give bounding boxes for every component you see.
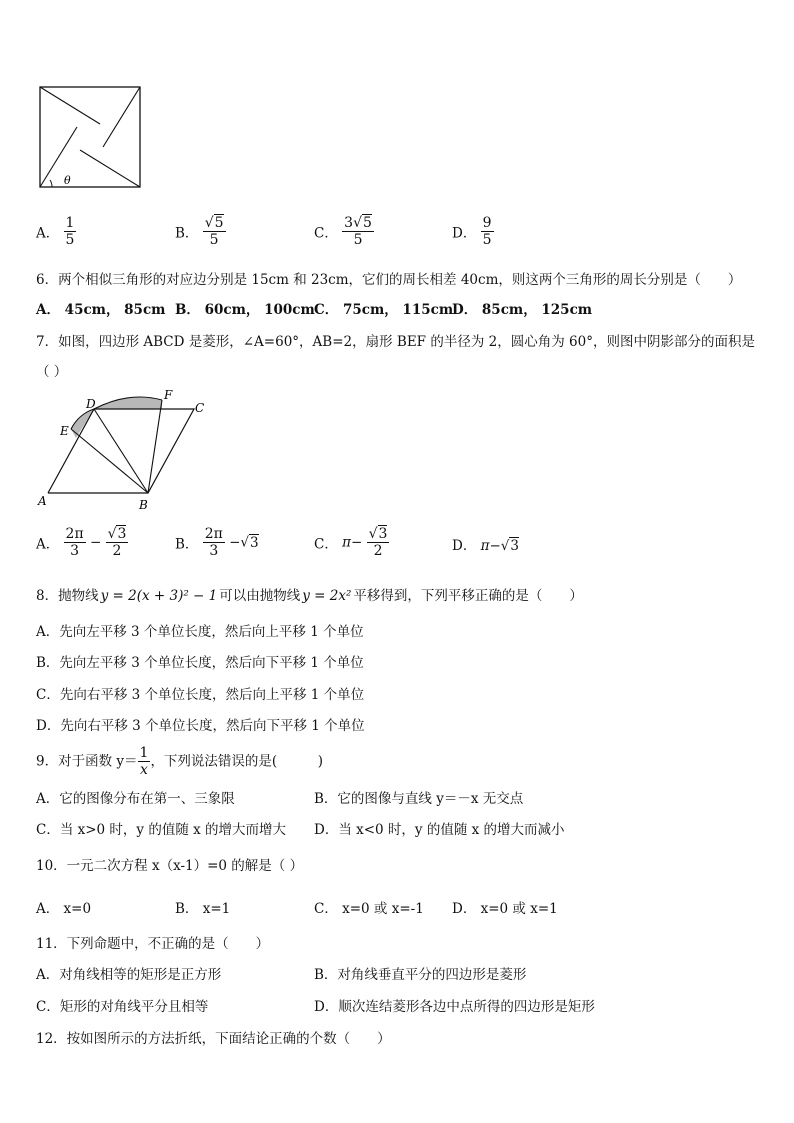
q8-option-a[interactable]: A．先向左平移 3 个单位长度，然后向上平移 1 个单位 (36, 624, 364, 640)
q6-option-d[interactable]: D． 85cm， 125cm (452, 302, 593, 318)
fraction (203, 526, 225, 559)
theta-label: θ (64, 174, 71, 187)
label-b: B (139, 498, 148, 512)
q9-option-d[interactable]: D．当 x<0 时，y 的值随 x 的增大而减小 (314, 822, 565, 838)
q10-option-c[interactable]: C． x=0 或 x=-1 (314, 901, 424, 917)
q10-option-b[interactable]: B． x=1 (175, 901, 231, 917)
fraction (64, 526, 86, 559)
q7-option-b[interactable]: B． $\frac{2\pi}{3}$ −√3 (175, 526, 259, 559)
q8-stem-post: 平移得到，下列平移正确的是（ ） (353, 588, 583, 604)
label-d: D (86, 397, 96, 411)
option-label: B． (175, 225, 199, 242)
q9-option-b[interactable]: B．它的图像与直线 y＝－x 无交点 (314, 791, 524, 807)
q9-option-a[interactable]: A．它的图像分布在第一、三象限 (36, 791, 235, 807)
q12-stem: 12．按如图所示的方法折纸，下面结论正确的个数（ ） (36, 1031, 391, 1047)
q6-option-c[interactable]: C． 75cm， 115cm (314, 302, 454, 318)
denominator: 3 (209, 543, 219, 559)
fraction (64, 215, 77, 248)
q5-option-b[interactable] (175, 215, 226, 248)
q6-option-a[interactable]: A． 45cm， 85cm (36, 302, 166, 318)
fraction (367, 526, 390, 559)
fraction (106, 526, 129, 559)
numerator: 2π (204, 526, 223, 542)
equation-1: y = 2(x + 3)² − 1 (100, 588, 218, 604)
option-label: C． (314, 225, 338, 242)
q8-option-d[interactable]: D．先向右平移 3 个单位长度，然后向下平移 1 个单位 (36, 718, 365, 734)
numerator: 1 (139, 745, 149, 761)
option-label: D． (452, 538, 477, 554)
fraction (342, 215, 374, 248)
option-label: B． (175, 536, 199, 553)
q7-option-c[interactable]: C． π− $\frac{√3}{2}$ (314, 526, 388, 559)
coefficient: 3 (344, 215, 354, 231)
option-label: A． (36, 225, 60, 242)
q5-option-d[interactable] (452, 215, 494, 248)
label-c: C (195, 401, 205, 415)
q5-option-a[interactable] (36, 215, 76, 248)
q9-option-c[interactable]: C．当 x>0 时，y 的值随 x 的增大而增大 (36, 822, 287, 838)
q6-stem: 6．两个相似三角形的对应边分别是 15cm 和 23cm，它们的周长相差 40cm，则这两个三角形的周长分别是（ ） (36, 272, 742, 288)
radicand: 5 (214, 215, 224, 231)
q8-option-c[interactable]: C．先向右平移 3 个单位长度，然后向上平移 1 个单位 (36, 687, 365, 703)
denominator: 2 (373, 543, 383, 559)
numerator: 2π (65, 526, 84, 542)
label-e: E (60, 424, 69, 438)
q11-option-d[interactable]: D．顺次连结菱形各边中点所得的四边形是矩形 (314, 999, 595, 1015)
fraction (203, 215, 226, 248)
q5-option-c[interactable] (314, 215, 374, 248)
question7-figure (34, 388, 244, 513)
q8-stem-mid: 可以由抛物线 (219, 588, 301, 604)
denominator: 3 (70, 543, 80, 559)
denominator: x (140, 762, 148, 778)
q9-stem (36, 745, 323, 778)
numerator: √3 (107, 526, 127, 542)
q8-stem (36, 587, 583, 605)
q8-option-b[interactable]: B．先向左平移 3 个单位长度，然后向下平移 1 个单位 (36, 655, 364, 671)
q11-option-a[interactable]: A．对角线相等的矩形是正方形 (36, 967, 222, 983)
q7-stem-line2: （ ） (36, 364, 68, 380)
option-label: D． (452, 225, 477, 242)
q8-stem-pre: 8．抛物线 (36, 588, 99, 604)
q7-option-d[interactable]: D． π−√3 (452, 538, 520, 554)
numerator: √5 (204, 215, 224, 231)
equation-2: y = 2x² (302, 588, 352, 604)
q11-option-c[interactable]: C．矩形的对角线平分且相等 (36, 999, 209, 1015)
q6-option-b[interactable]: B． 60cm， 100cm (175, 302, 315, 318)
q7-stem-line1: 7．如图，四边形 ABCD 是菱形，∠A=60°，AB=2，扇形 BEF 的半径为 2，圆心角为 60°，则图中阴影部分的面积是 (36, 334, 755, 350)
denominator: 5 (353, 232, 363, 248)
q11-option-b[interactable]: B．对角线垂直平分的四边形是菱形 (314, 967, 527, 983)
q7-option-a[interactable]: A． $\frac{2\pi}{3}$ − $\frac{√3}{2}$ (36, 526, 127, 559)
denominator: 5 (209, 232, 219, 248)
numerator: 9 (482, 215, 492, 231)
denominator: 5 (482, 232, 492, 248)
radicand: 5 (362, 215, 372, 231)
question5-figure (38, 85, 142, 189)
q9-stem-pre: 9．对于函数 y＝ (36, 753, 138, 770)
numerator: √3 (368, 526, 388, 542)
denominator: 5 (65, 232, 75, 248)
q11-stem: 11．下列命题中，不正确的是（ ） (36, 936, 270, 952)
q10-stem: 10．一元二次方程 x（x-1）=0 的解是（ ） (36, 858, 304, 874)
denominator: 2 (112, 543, 122, 559)
option-label: C． (314, 536, 338, 553)
label-a: A (38, 494, 47, 508)
fraction (138, 745, 151, 778)
option-label: A． (36, 536, 60, 553)
label-f: F (164, 388, 173, 402)
numerator: 1 (65, 215, 75, 231)
q9-stem-post: ，下列说法错误的是( ) (150, 753, 323, 770)
numerator: 3√5 (344, 215, 372, 231)
q10-option-d[interactable]: D． x=0 或 x=1 (452, 901, 558, 917)
q10-option-a[interactable]: A． x=0 (36, 901, 92, 917)
fraction (481, 215, 494, 248)
